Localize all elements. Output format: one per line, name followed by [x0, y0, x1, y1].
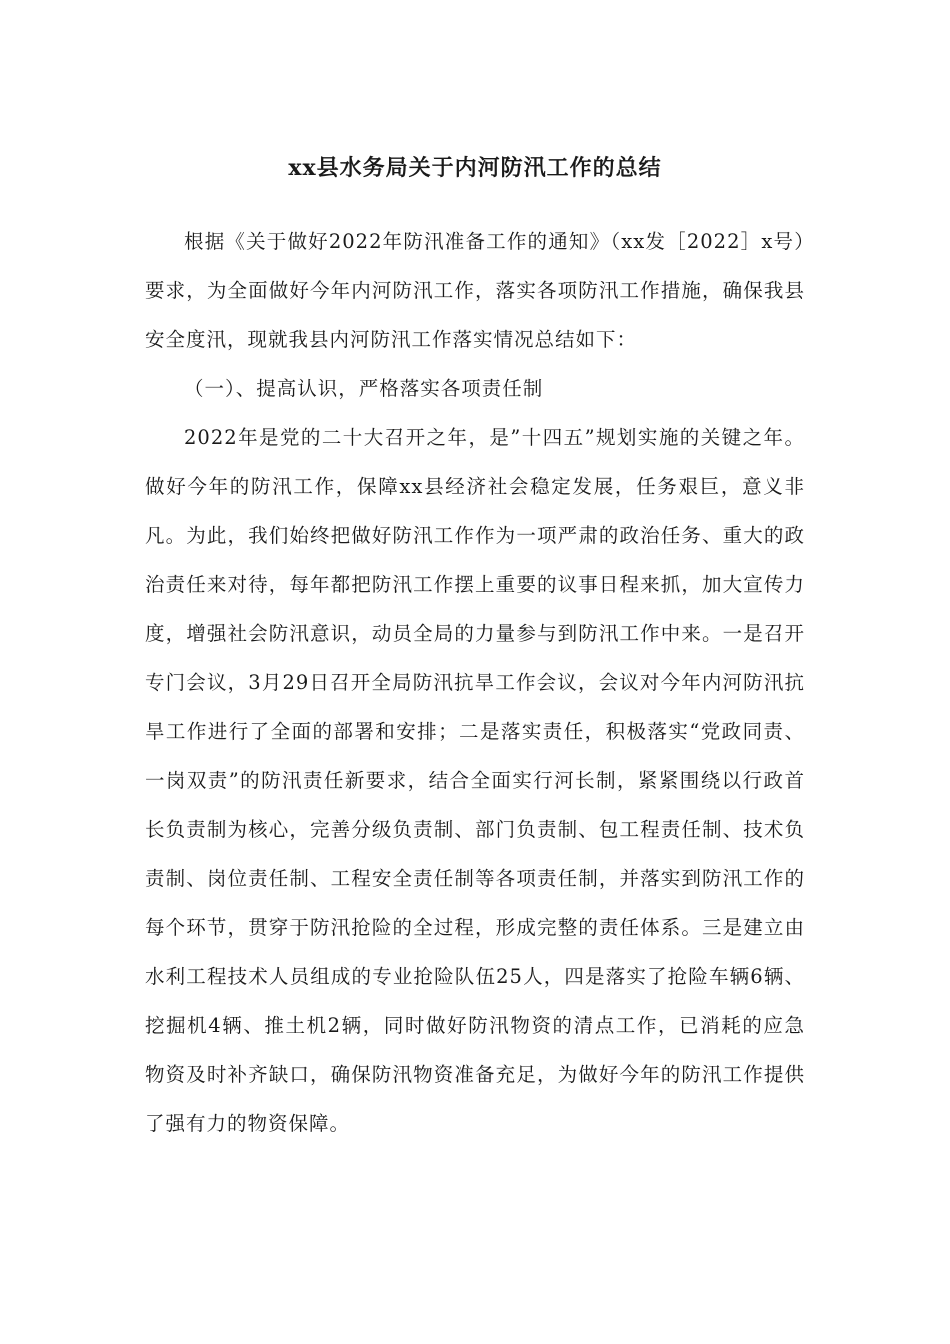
intro-block — [145, 217, 805, 364]
section-paragraph: 2022年是党的二十大召开之年，是”十四五”规划实施的关键之年。做好今年的防汛工作，保障xx县经济社会稳定发展，任务艰巨，意义非凡。为此，我们始终把做好防汛工作作为一项严肃的政治任务、重大的政治责任来对待，每年都把防汛工作摆上重要的议事日程来抓，加大宣传力度，增强社会防汛意识，动员全局的力量参与到防汛工作中来。一是召开专门会议，3月29日召开全局防汛抗旱工作会议，会议对今年内河防汛抗旱工作进行了全面的部署和安排；二是落实责任，积极落实“党政同责、一岗双责”的防汛责任新要求，结合全面实行河长制，紧紧围绕以行政首长负责制为核心，完善分级负责制、部门负责制、包工程责任制、技术负责制、岗位责任制、工程安全责任制等各项责任制，并落实到防汛工作的每个环节，贯穿于防汛抢险的全过程，形成完整的责任体系。三是建立由水利工程技术人员组成的专业抢险队伍25人，四是落实了抢险车辆6辆、挖掘机4辆、推土机2辆，同时做好防汛物资的清点工作，已消耗的应急物资及时补齐缺口，确保防汛物资准备充足，为做好今年的防汛工作提供了强有力的物资保障。 — [145, 426, 805, 1135]
document-title: xx县水务局关于内河防汛工作的总结 — [288, 155, 662, 181]
section-one-heading-block — [145, 364, 805, 413]
intro-paragraph: 根据《关于做好2022年防汛准备工作的通知》（xx发［2022］x号）要求，为全面做好今年内河防汛工作，落实各项防汛工作措施，确保我县安全度汛，现就我县内河防汛工作落实情况总结如下： — [145, 230, 805, 351]
section-one-body-block — [145, 413, 805, 1148]
section-heading: （一）、提高认识，严格落实各项责任制 — [184, 377, 544, 400]
